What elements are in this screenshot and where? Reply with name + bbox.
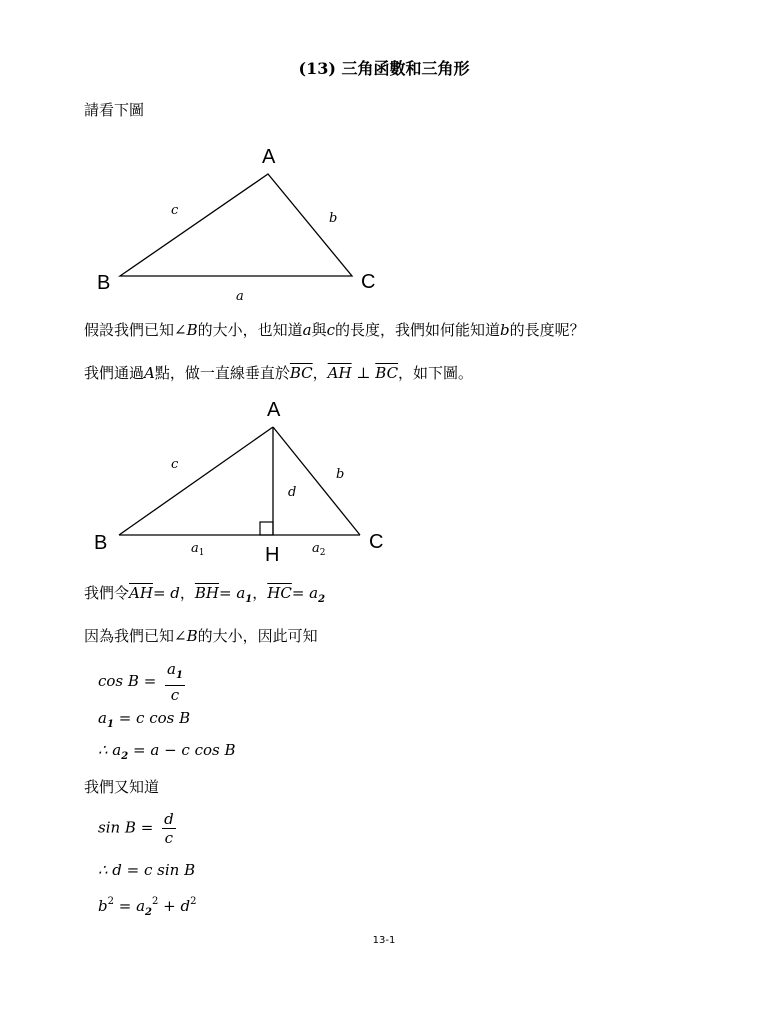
vertex-c-label: C	[369, 531, 384, 553]
side-ab	[119, 427, 273, 535]
side-a-label: a	[236, 289, 244, 304]
fraction-d-over-c: $\frac{d}{c}$	[164, 810, 174, 847]
known-text: 因為我們已知∠B的大小，因此可知	[84, 627, 318, 645]
page-number: 13-1	[372, 935, 396, 946]
vertex-a-label: A	[262, 146, 276, 168]
equation-a1: $a_1 = c$ cos B	[98, 709, 191, 730]
vertex-b-label: B	[94, 532, 108, 554]
vertex-h-label: H	[265, 544, 280, 566]
side-b-label: b	[336, 467, 345, 482]
segment-a2-label: $a_2$	[312, 541, 326, 558]
equation-pythagoras: $b^2 = a_2^2 + d^2$	[98, 896, 197, 918]
side-c-label: c	[171, 457, 179, 472]
segment-a1-label: $a_1$	[191, 541, 205, 558]
page-title: (13) 三角函數和三角形	[298, 59, 470, 78]
definition-text: 我們令$\overline{AH}= d$，$\overline{BH}= a_1$，$\overline{HC}= a_2$	[84, 584, 326, 605]
question-text: 假設我們已知∠B的大小，也知道a與c的長度，我們如何能知道b的長度呢？	[84, 321, 585, 339]
equation-sin-b: sin B = $\frac{d}{c}$	[98, 810, 174, 847]
side-ac	[273, 427, 360, 535]
equation-d: ∴ d = c sin B	[98, 861, 196, 879]
intro-text: 請看下圖	[84, 101, 145, 119]
also-know-text: 我們又知道	[84, 778, 160, 796]
side-d-label: d	[288, 485, 297, 500]
vertex-a-label: A	[267, 399, 281, 421]
equation-a2: ∴ $a_2 = a - c$ cos B	[98, 741, 236, 762]
vertex-b-label: B	[97, 272, 111, 294]
right-angle-mark	[260, 522, 273, 535]
construction-text: 我們通過A點，做一直線垂直於$\overline{BC}$，$\overline{AH}$ ⊥ $\overline{BC}$，如下圖。	[84, 364, 474, 382]
equation-cos-b: cos B = $\frac{a_1}{c}$	[98, 660, 183, 704]
side-c-label: c	[171, 203, 179, 218]
vertex-c-label: C	[361, 271, 376, 293]
side-b-label: b	[329, 211, 338, 226]
fraction-a1-over-c: $\frac{a_1}{c}$	[167, 660, 183, 704]
